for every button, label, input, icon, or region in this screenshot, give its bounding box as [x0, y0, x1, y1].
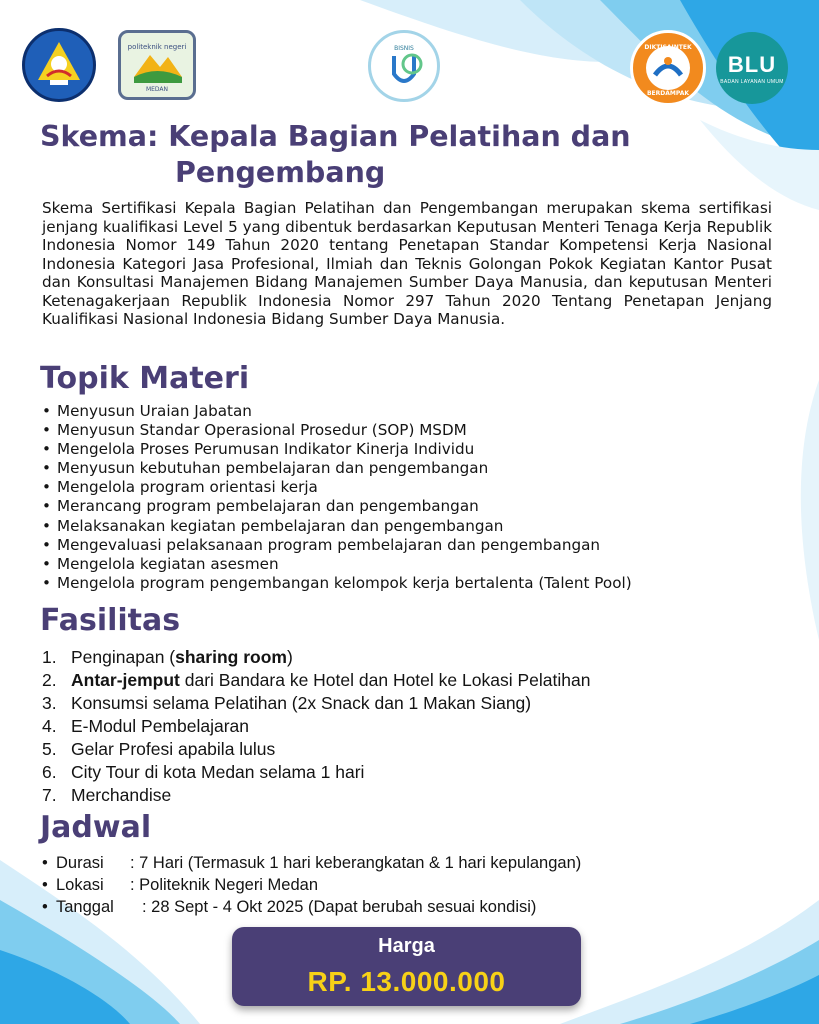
item-text: Konsumsi selama Pelatihan (2x Snack dan 1 Makan Siang): [71, 693, 532, 713]
fasilitas-heading: Fasilitas: [40, 603, 181, 638]
item-number: 6.: [42, 762, 57, 782]
intro-paragraph: Skema Sertifikasi Kepala Bagian Pelatihan dan Pengembangan merupakan skema sertifikasi jenjang kualifikasi Level 5 yang dibentuk berdasarkan Keputusan Menteri Tenaga Kerja Republik Indonesia Nomor 149 Tahun 2020 tentang Penetapan Standar Kompetensi Kerja Nasional Indonesia Kategori Jasa Profesional, Ilmiah dan Teknis Golongan Pokok Kegiatan Kantor Pusat dan Konsultasi Manajemen Bidang Manajemen Sumber Daya Manusia, dan keputusan Menteri Ketenagakerjaan Republik Indonesia Nomor 297 Tahun 2020 Tentang Penetapan Jenjang Kualifikasi Nasional Indonesia Bidang Sumber Daya Manusia.: [42, 199, 772, 328]
list-item: • Merancang program pembelajaran dan pengembangan: [42, 497, 632, 516]
tut-wuri-handayani-logo: [22, 28, 96, 102]
title-line-1: Skema: Kepala Bagian Pelatihan dan: [40, 120, 631, 153]
item-number: 1.: [42, 647, 57, 667]
jadwal-lokasi: [42, 874, 581, 896]
fasilitas-list: [42, 646, 590, 807]
bullet-dot: •: [42, 876, 48, 894]
jadwal-tanggal: [42, 896, 581, 918]
item-text: Antar-jemput dari Bandara ke Hotel dan Hotel ke Lokasi Pelatihan: [71, 670, 591, 690]
item-text: Gelar Profesi apabila lulus: [71, 739, 276, 759]
list-item: [42, 669, 590, 692]
item-text: E-Modul Pembelajaran: [71, 716, 250, 736]
jadwal-heading: Jadwal: [40, 810, 152, 845]
list-item: [42, 692, 590, 715]
blu-badan-layanan-umum-logo: [716, 32, 788, 104]
list-item: [42, 646, 590, 669]
blu-logo-text: BLU: [727, 51, 777, 77]
lokasi-value: : Politeknik Negeri Medan: [130, 876, 319, 894]
price-box: [232, 927, 581, 1006]
jadwal-list: [42, 852, 581, 918]
jadwal-durasi: [42, 852, 581, 874]
page-title: [40, 119, 690, 191]
list-item: • Mengelola Proses Perumusan Indikator Kinerja Individu: [42, 440, 632, 459]
item-text: Penginapan (sharing room): [71, 647, 293, 667]
price-value: RP. 13.000.000: [307, 966, 506, 997]
topik-materi-list: [42, 402, 632, 593]
polmed-mountain-icon: [124, 35, 190, 95]
item-number: 7.: [42, 785, 57, 805]
item-number: 4.: [42, 716, 57, 736]
tanggal-label: Tanggal: [56, 898, 114, 916]
list-item: • Melaksanakan kegiatan pembelajaran dan pengembangan: [42, 517, 632, 536]
list-item: [42, 738, 590, 761]
list-item: [42, 715, 590, 738]
svg-text:DIKTISAINTEK: DIKTISAINTEK: [644, 44, 692, 51]
list-item: [42, 784, 590, 807]
item-text: Merchandise: [71, 785, 172, 805]
blu-logo-subtext: BADAN LAYANAN UMUM: [720, 78, 784, 85]
bisnis-politeknik-logo: [368, 30, 440, 102]
item-number: 5.: [42, 739, 57, 759]
title-line-2: Pengembang: [175, 156, 386, 189]
lokasi-label: Lokasi: [56, 876, 104, 894]
bullet-dot: •: [42, 898, 48, 916]
svg-text:politeknik negeri: politeknik negeri: [127, 43, 187, 51]
svg-text:MEDAN: MEDAN: [145, 86, 169, 93]
list-item: • Mengelola program pengembangan kelompok kerja bertalenta (Talent Pool): [42, 574, 632, 593]
item-text: City Tour di kota Medan selama 1 hari: [71, 762, 365, 782]
durasi-label: Durasi: [56, 854, 104, 872]
item-number: 3.: [42, 693, 57, 713]
dikti-emblem-icon: [635, 35, 701, 101]
svg-text:BERDAMPAK: BERDAMPAK: [646, 90, 690, 97]
topik-materi-heading: Topik Materi: [40, 361, 250, 396]
tanggal-value: : 28 Sept - 4 Okt 2025 (Dapat berubah sesuai kondisi): [142, 898, 537, 916]
list-item: • Mengelola kegiatan asesmen: [42, 555, 632, 574]
diktisaintek-berdampak-logo: [630, 30, 706, 106]
bisnis-u-emblem-icon: [374, 36, 434, 96]
list-item: • Menyusun Uraian Jabatan: [42, 402, 632, 421]
price-label: Harga: [378, 935, 435, 957]
svg-text:BISNIS: BISNIS: [394, 45, 414, 52]
list-item: • Menyusun kebutuhan pembelajaran dan pengembangan: [42, 459, 632, 478]
tut-wuri-emblem-icon: [30, 36, 88, 94]
bullet-dot: •: [42, 854, 48, 872]
item-number: 2.: [42, 670, 57, 690]
list-item: [42, 761, 590, 784]
list-item: • Menyusun Standar Operasional Prosedur (SOP) MSDM: [42, 421, 632, 440]
durasi-value: : 7 Hari (Termasuk 1 hari keberangkatan & 1 hari kepulangan): [130, 854, 582, 872]
list-item: • Mengelola program orientasi kerja: [42, 478, 632, 497]
list-item: • Mengevaluasi pelaksanaan program pembelajaran dan pengembangan: [42, 536, 632, 555]
politeknik-negeri-medan-logo: [118, 30, 196, 100]
